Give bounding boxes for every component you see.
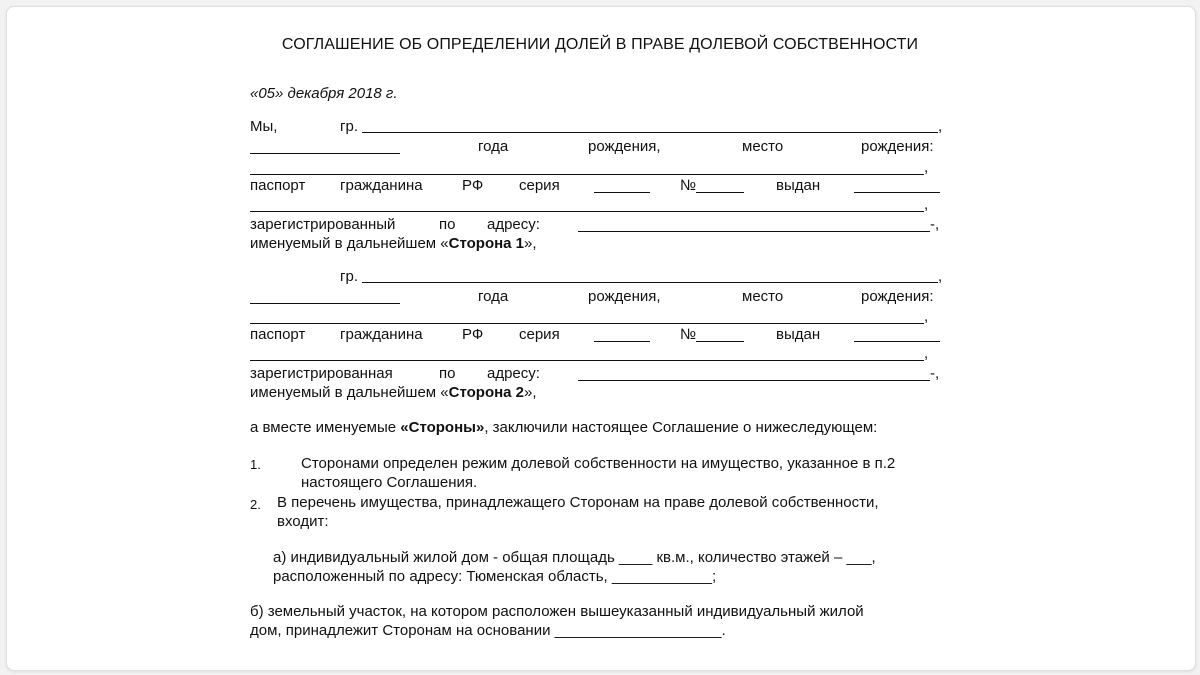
document-title: СОГЛАШЕНИЕ ОБ ОПРЕДЕЛЕНИИ ДОЛЕЙ В ПРАВЕ ДОЛЕВОЙ СОБСТВЕННОСТИ bbox=[281, 36, 919, 53]
name-blank bbox=[362, 132, 938, 133]
by-label: по bbox=[439, 365, 456, 382]
item-b-line-1: б) земельный участок, на котором расположен вышеуказанный индивидуальный жилой bbox=[250, 603, 864, 620]
item-2-line-1: В перечень имущества, принадлежащего Сторонам на праве долевой собственности, bbox=[277, 494, 879, 511]
sides-label: «Стороны» bbox=[400, 419, 485, 436]
issued-by-blank bbox=[250, 211, 924, 212]
comma: , bbox=[924, 159, 929, 176]
agreement-date: «05» декабря 2018 г. bbox=[250, 85, 398, 102]
passport-label: паспорт bbox=[250, 177, 306, 194]
birth-place-blank bbox=[250, 174, 924, 175]
issued-blank bbox=[854, 341, 940, 342]
number-sign: № bbox=[680, 326, 697, 343]
birth-place-label: рождения: bbox=[861, 288, 934, 305]
item-2-number: 2. bbox=[250, 497, 261, 512]
issued-label: выдан bbox=[776, 326, 821, 343]
comma: , bbox=[938, 268, 943, 285]
comma: , bbox=[924, 196, 929, 213]
name-blank bbox=[362, 282, 938, 283]
birth-year-blank bbox=[250, 303, 400, 304]
series-blank bbox=[594, 341, 650, 342]
passport-label: паспорт bbox=[250, 326, 306, 343]
rf-label: РФ bbox=[462, 177, 484, 194]
comma: , bbox=[938, 118, 943, 135]
series-label: серия bbox=[519, 177, 560, 194]
registered-label: зарегистрированный bbox=[250, 216, 396, 233]
item-2-line-2: входит: bbox=[277, 513, 329, 530]
registered-label: зарегистрированная bbox=[250, 365, 393, 382]
number-sign: № bbox=[680, 177, 697, 194]
series-blank bbox=[594, 192, 650, 193]
citizen-label: гражданина bbox=[340, 177, 423, 194]
place-label: место bbox=[742, 288, 784, 305]
named-side-2: именуемый в дальнейшем «Сторона 2», bbox=[250, 384, 537, 401]
item-a-line-1: а) индивидуальный жилой дом - общая площадь ____ кв.м., количество этажей – ___, bbox=[273, 549, 876, 566]
item-a-line-2: расположенный по адресу: Тюменская область, ____________; bbox=[273, 568, 717, 585]
place-label: место bbox=[742, 138, 784, 155]
issued-by-blank bbox=[250, 360, 924, 361]
by-label: по bbox=[439, 216, 456, 233]
comma: , bbox=[924, 308, 929, 325]
side-2-name: Сторона 2 bbox=[448, 384, 525, 401]
item-1-line-2: настоящего Соглашения. bbox=[301, 474, 478, 491]
issued-label: выдан bbox=[776, 177, 821, 194]
together-paragraph: а вместе именуемые «Стороны», заключили настоящее Соглашение о нижеследующем: bbox=[250, 419, 878, 436]
birth-label: рождения, bbox=[588, 288, 661, 305]
side-1-name: Сторона 1 bbox=[448, 235, 525, 252]
series-label: серия bbox=[519, 326, 560, 343]
dash-comma: -, bbox=[930, 365, 940, 382]
birth-place-blank bbox=[250, 323, 924, 324]
citizen-prefix: гр. bbox=[340, 118, 358, 135]
named-side-1: именуемый в дальнейшем «Сторона 1», bbox=[250, 235, 537, 252]
citizen-label: гражданина bbox=[340, 326, 423, 343]
number-blank bbox=[696, 192, 744, 193]
citizen-prefix: гр. bbox=[340, 268, 358, 285]
address-blank bbox=[578, 231, 930, 232]
we-label: Мы, bbox=[250, 118, 278, 135]
birth-place-label: рождения: bbox=[861, 138, 934, 155]
item-1-number: 1. bbox=[250, 457, 261, 472]
birth-year-blank bbox=[250, 153, 400, 154]
year-label: года bbox=[478, 288, 509, 305]
address-label: адресу: bbox=[487, 365, 540, 382]
number-blank bbox=[696, 341, 744, 342]
item-1-line-1: Сторонами определен режим долевой собственности на имущество, указанное в п.2 bbox=[301, 455, 896, 472]
issued-blank bbox=[854, 192, 940, 193]
item-b-line-2: дом, принадлежит Сторонам на основании ____________________. bbox=[250, 622, 726, 639]
address-label: адресу: bbox=[487, 216, 540, 233]
comma: , bbox=[924, 345, 929, 362]
address-blank bbox=[578, 380, 930, 381]
rf-label: РФ bbox=[462, 326, 484, 343]
birth-label: рождения, bbox=[588, 138, 661, 155]
year-label: года bbox=[478, 138, 509, 155]
dash-comma: -, bbox=[930, 216, 940, 233]
